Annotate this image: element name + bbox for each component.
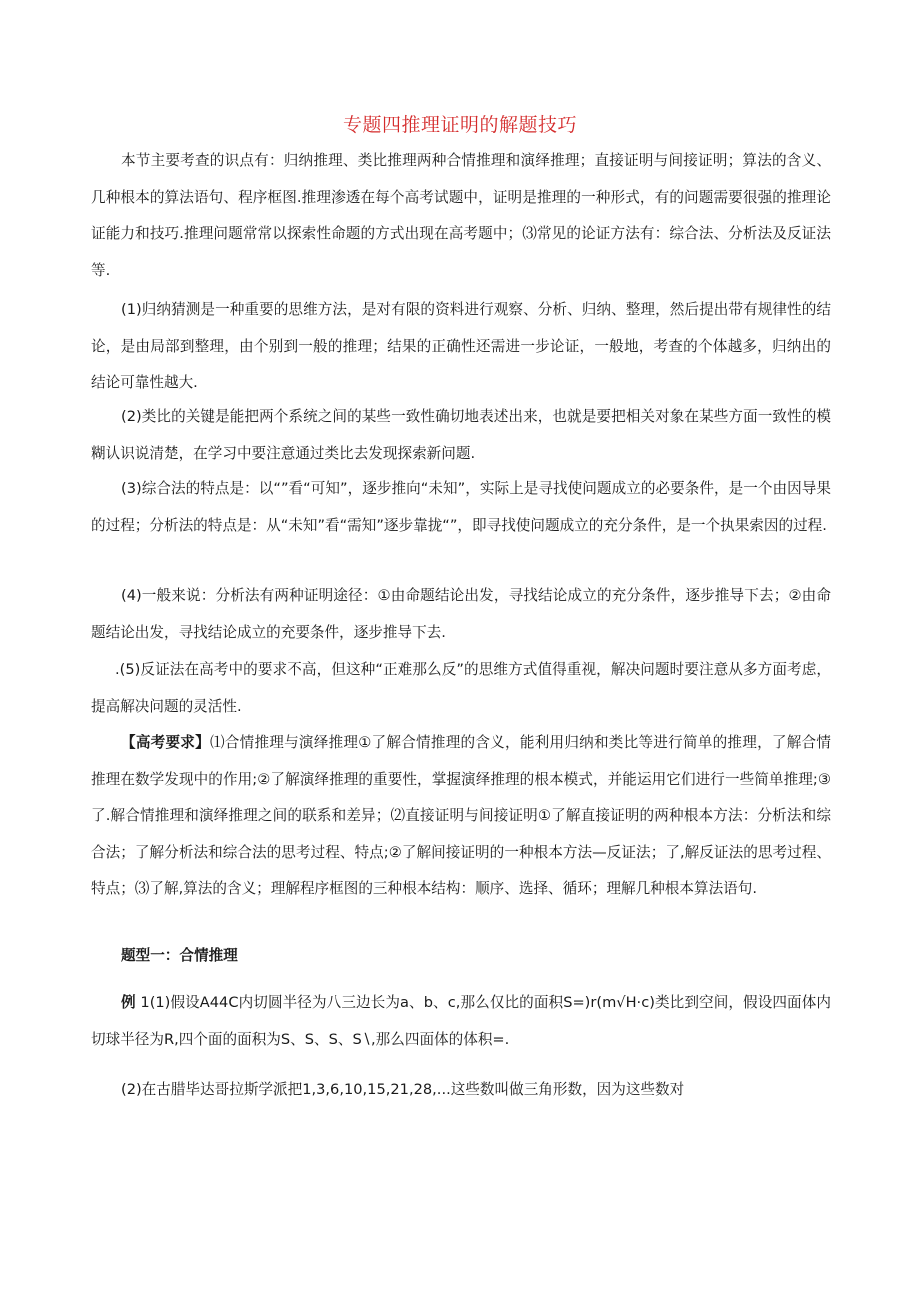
example-1-part-2: (2)在古腊毕达哥拉斯学派把1,3,6,10,15,21,28,...这些数叫做三角形数，因为这些数对 xyxy=(121,1081,685,1098)
requirements-label: 【高考要求】 xyxy=(121,734,210,751)
requirements-paragraph xyxy=(91,725,831,908)
document-title: 专题四推理证明的解题技巧 xyxy=(342,114,577,136)
requirements-text: ⑴合情推理与演绎推理①了解合情推理的含义，能利用归纳和类比等进行简单的推理，了解合情推理在数学发现中的作用;②了解演绎推理的重要性，掌握演绎推理的根本模式，并能运用它们进行一些简单推理;③了.解合情推理和演绎推理之间的联系和差异；⑵直接证明与间接证明①了解直接证明的两种根本方法：分析法和综合法；了解分析法和综合法的思考过程、特点;②了解间接证明的一种根本方法—反证法；了,解反证法的思考过程、特点；⑶了解,算法的含义；理解程序框图的三种根本结构：顺序、选择、循环；理解几种根本算法语句. xyxy=(91,734,831,897)
section-heading: 题型一：合情推理 xyxy=(121,947,238,964)
point-1: (1)归纳猜测是一种重要的思维方法，是对有限的资料进行观察、分析、归纳、整理，然后提出带有规律性的结论，是由局部到整理，由个别到一般的推理；结果的正确性还需进一步论证，一般地，考查的个体越多，归纳出的结论可靠性越大. xyxy=(91,301,831,391)
point-2: (2)类比的关键是能把两个系统之间的某些一致性确切地表述出来，也就是要把相关对象在某些方面一致性的模糊认识说清楚，在学习中要注意通过类比去发现探索新问题. xyxy=(91,408,831,462)
point-3: (3)综合法的特点是：以“”看“可知”，逐步推向“未知”，实际上是寻找使问题成立的必要条件，是一个由因导果的过程；分析法的特点是：从“未知”看“需知”逐步靠拢“”，即寻找使问题成立的充分条件，是一个执果索因的过程. xyxy=(91,480,831,534)
intro-paragraph: 本节主要考查的识点有：归纳推理、类比推理两种合情推理和演绎推理；直接证明与间接证明；算法的含义、几种根本的算法语句、程序框图.推理渗透在每个高考试题中，证明是推理的一种形式，有的问题需要很强的推理论证能力和技巧.推理问题常常以探索性命题的方式出现在高考题中；⑶常见的论证方法有：综合法、分析法及反证法等. xyxy=(91,152,831,279)
point-4: (4)一般来说：分析法有两种证明途径：①由命题结论出发，寻找结论成立的充分条件，逐步推导下去；②由命题结论出发，寻找结论成立的充要条件，逐步推导下去. xyxy=(91,587,831,641)
example-1-part-1 xyxy=(91,985,831,1058)
example-1-text: 1(1)假设A44C内切圆半径为八三边长为a、b、c,那么仅比的面积S=)r(m√H·c)类比到空间，假设四面体内切球半径为R,四个面的面积为S、S、S、S∖,那么四面体的体积=. xyxy=(91,994,831,1048)
example-label: 例 xyxy=(121,994,136,1011)
point-5: .(5)反证法在高考中的要求不高，但这种“正难那么反”的思维方式值得重视，解决问题时要注意从多方面考虑，提高解决问题的灵活性. xyxy=(91,661,831,715)
